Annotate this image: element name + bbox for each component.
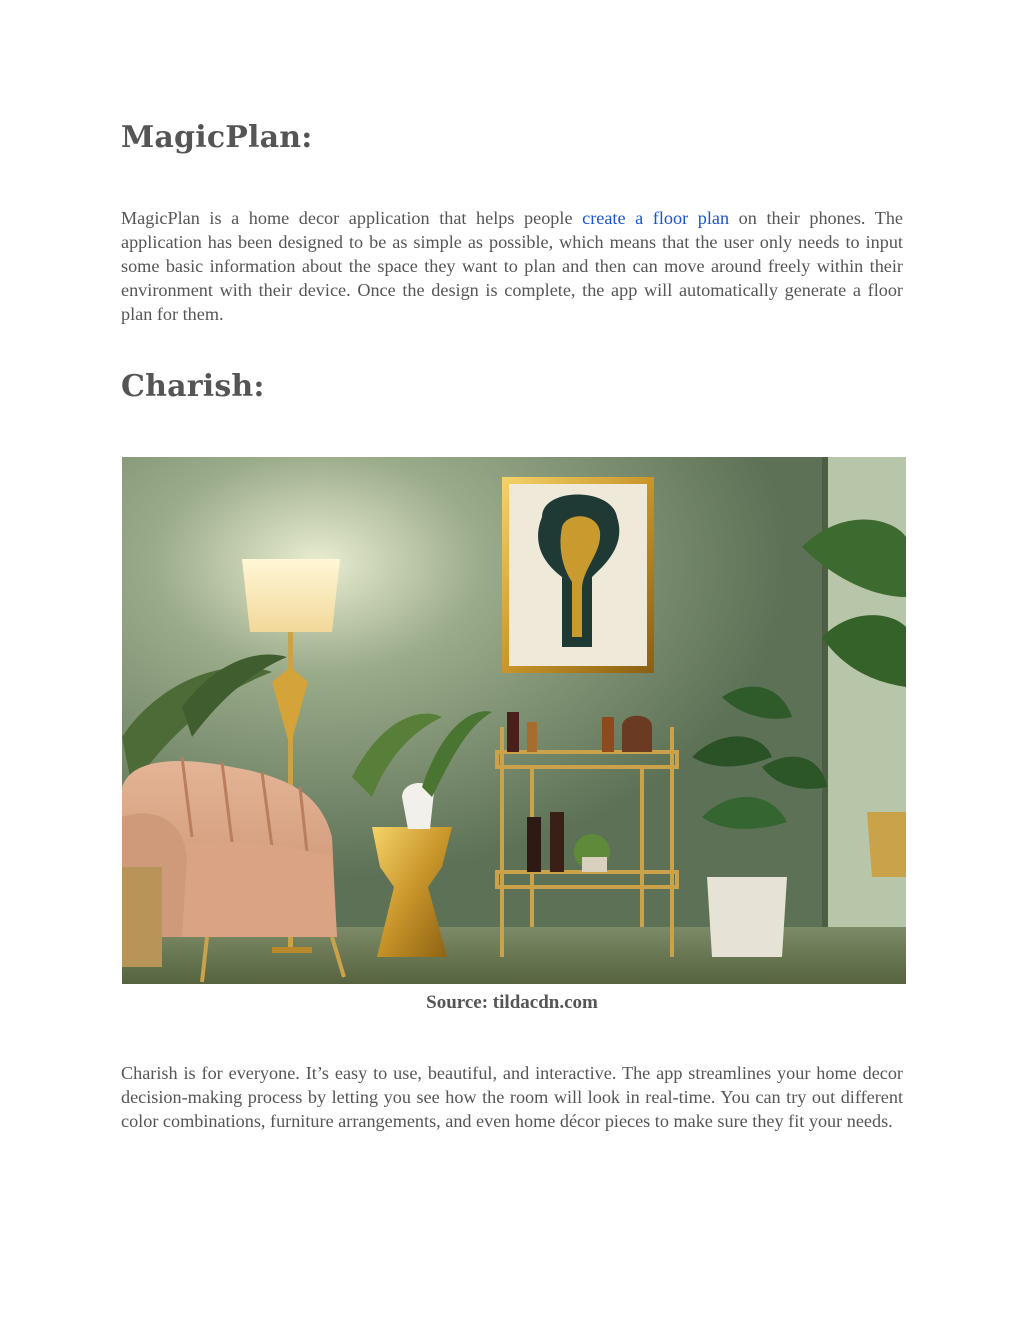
charish-heading: Charish: <box>121 369 265 404</box>
living-room-photo <box>122 457 906 984</box>
magicplan-paragraph <box>121 206 903 326</box>
charish-paragraph: Charish is for everyone. It’s easy to use, beautiful, and interactive. The app streamlines your home decor decision-making process by letting you see how the room will look in real-time. You can try out different color combinations, furniture arrangements, and even home décor pieces to make sure they fit your needs. <box>121 1063 903 1131</box>
magicplan-text-end: on their phones. The application has been designed to be as simple as possible, which means that the user only needs to input some basic information about the space they want to plan and then can move around freely within their environment with their device. Once the design is complete, the app will automatically generate a floor plan for them. <box>121 208 903 324</box>
magicplan-heading: MagicPlan: <box>121 120 313 155</box>
magicplan-text-start: MagicPlan is a home decor application that helps people <box>121 208 583 228</box>
wall-art <box>502 477 654 673</box>
image-caption: Source: tildacdn.com <box>426 992 598 1013</box>
create-floor-plan-link[interactable]: create a floor plan <box>582 208 730 228</box>
